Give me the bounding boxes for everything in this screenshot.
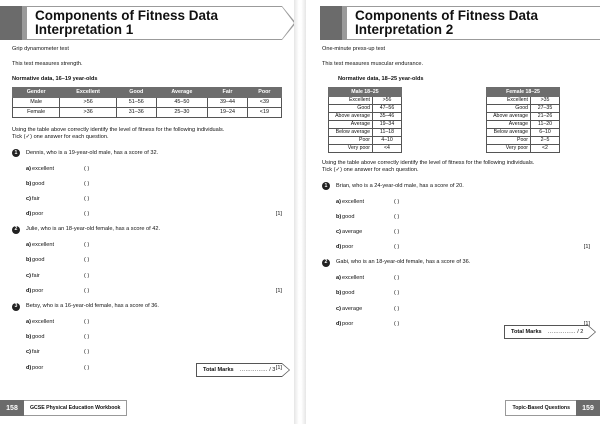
normative-tables bbox=[322, 87, 590, 153]
option-text: good bbox=[32, 180, 45, 187]
option-letter: c) bbox=[26, 349, 31, 356]
question-text: Dennis, who is a 19-year-old male, has a score of 32. bbox=[26, 149, 159, 156]
banner-stripe bbox=[320, 6, 342, 40]
question-text: Betsy, who is a 16-year-old female, has a score of 36. bbox=[26, 303, 159, 309]
option-text: excellent bbox=[342, 198, 365, 205]
option-letter: c) bbox=[336, 228, 341, 235]
option-text: poor bbox=[342, 320, 354, 327]
test-name: Grip dynamometer test bbox=[12, 46, 69, 52]
option-letter: d) bbox=[26, 211, 32, 218]
instruction-1: Using the table above correctly identify the level of fitness for the following individuals. bbox=[322, 160, 535, 166]
page-number: 158 bbox=[0, 400, 24, 416]
instruction-2: Tick (✓) one answer for each question. bbox=[12, 134, 109, 140]
option-letter: b) bbox=[26, 257, 32, 264]
option-text: good bbox=[342, 213, 355, 220]
total-marks-label: Total Marks bbox=[511, 329, 542, 335]
table-cell: 11–20 bbox=[531, 121, 560, 129]
question bbox=[12, 149, 282, 157]
total-marks-value: …………… / 3 bbox=[239, 367, 276, 373]
option-letter: a) bbox=[26, 165, 31, 172]
instruction-2: Tick (✓) one answer for each question. bbox=[322, 167, 419, 173]
title-line-1: Components of Fitness Data bbox=[355, 8, 539, 23]
table-cell: Female bbox=[13, 108, 60, 118]
table-cell: Above average bbox=[487, 113, 531, 121]
table-row bbox=[329, 113, 402, 121]
answer-option bbox=[322, 290, 590, 298]
table-row bbox=[487, 113, 560, 121]
page-title bbox=[35, 9, 282, 37]
table-cell: 19–34 bbox=[373, 121, 402, 129]
question-number: 1 bbox=[12, 149, 20, 157]
table-cell: 4–10 bbox=[373, 137, 402, 145]
test-measures: This test measures strength. bbox=[12, 61, 83, 67]
table-cell: Average bbox=[487, 121, 531, 129]
footer-text: Topic-Based Questions bbox=[505, 400, 576, 416]
table-cell: 45–50 bbox=[156, 98, 208, 108]
female-table-body bbox=[487, 97, 560, 153]
option-text: good bbox=[32, 334, 45, 341]
banner-stripe bbox=[0, 6, 22, 40]
tick-box[interactable]: ( ) bbox=[84, 211, 90, 218]
book-gutter bbox=[294, 0, 306, 424]
title-banner bbox=[0, 6, 282, 40]
footer-text: GCSE Physical Education Workbook bbox=[24, 400, 127, 416]
tick-box[interactable]: ( ) bbox=[84, 334, 90, 341]
marks-available: [1] bbox=[583, 244, 590, 251]
option-text: poor bbox=[32, 211, 44, 218]
table-cell: Poor bbox=[329, 137, 373, 145]
question bbox=[322, 182, 590, 190]
tick-box[interactable]: ( ) bbox=[394, 320, 400, 327]
table-cell: >35 bbox=[531, 97, 560, 105]
table-row bbox=[487, 137, 560, 145]
answer-option bbox=[322, 198, 590, 206]
test-name: One-minute press-up test bbox=[322, 46, 386, 52]
answer-option bbox=[12, 272, 282, 280]
table-cell: Average bbox=[329, 121, 373, 129]
question-text: Gabi, who is an 18-year-old female, has a score of 36. bbox=[336, 259, 471, 266]
column-header: Excellent bbox=[60, 88, 117, 98]
answer-option bbox=[12, 165, 282, 173]
table-cell: 27–35 bbox=[531, 105, 560, 113]
tick-box[interactable]: ( ) bbox=[84, 349, 90, 356]
page-content bbox=[322, 46, 590, 336]
option-letter: b) bbox=[26, 180, 32, 187]
table-row bbox=[329, 121, 402, 129]
title-box bbox=[26, 6, 282, 40]
male-table-body bbox=[329, 97, 402, 153]
option-text: poor bbox=[342, 244, 354, 251]
table-cell: 19–24 bbox=[208, 108, 248, 118]
tick-box[interactable]: ( ) bbox=[84, 180, 90, 187]
left-page bbox=[0, 0, 294, 424]
tick-box[interactable]: ( ) bbox=[84, 257, 90, 264]
table-row bbox=[329, 97, 402, 105]
marks-available: [1] bbox=[275, 211, 282, 218]
table-cell: 2–5 bbox=[531, 137, 560, 145]
option-letter: c) bbox=[26, 272, 31, 279]
female-table-header: Female 18–25 bbox=[487, 88, 560, 97]
tick-box[interactable]: ( ) bbox=[394, 228, 400, 235]
table-cell: <4 bbox=[373, 145, 402, 153]
question-number: 1 bbox=[322, 182, 330, 190]
tick-box[interactable]: ( ) bbox=[84, 287, 90, 294]
page-content bbox=[12, 46, 282, 379]
title-line-1: Components of Fitness Data bbox=[35, 8, 219, 23]
answer-option bbox=[322, 213, 590, 221]
table-row bbox=[13, 98, 282, 108]
answer-option bbox=[322, 228, 590, 236]
tick-box[interactable]: ( ) bbox=[394, 305, 400, 312]
table-cell: Below average bbox=[487, 129, 531, 137]
column-header: Good bbox=[117, 88, 157, 98]
table-cell: Very poor bbox=[487, 145, 531, 153]
tick-box[interactable]: ( ) bbox=[394, 198, 400, 205]
table-cell: >56 bbox=[60, 98, 117, 108]
option-letter: d) bbox=[336, 244, 342, 251]
column-header: Fair bbox=[208, 88, 248, 98]
page-title bbox=[355, 9, 600, 37]
option-text: poor bbox=[32, 287, 44, 294]
question bbox=[12, 303, 282, 311]
answer-option bbox=[12, 334, 282, 342]
norm-heading: Normative data, 16–19 year-olds bbox=[12, 76, 98, 82]
table-cell: Poor bbox=[487, 137, 531, 145]
option-text: average bbox=[342, 305, 363, 312]
question-number: 2 bbox=[322, 259, 330, 267]
answer-option bbox=[12, 211, 282, 219]
marks-available: [1] bbox=[275, 364, 282, 371]
table-cell: 25–30 bbox=[156, 108, 208, 118]
table-cell: 39–44 bbox=[208, 98, 248, 108]
answer-option bbox=[322, 275, 590, 283]
answer-option bbox=[12, 195, 282, 203]
answer-option bbox=[322, 244, 590, 252]
table-cell: 11–18 bbox=[373, 129, 402, 137]
tick-box[interactable]: ( ) bbox=[394, 244, 400, 251]
norm-heading: Normative data, 18–25 year-olds bbox=[338, 76, 424, 82]
table-cell: 51–56 bbox=[117, 98, 157, 108]
test-measures: This test measures muscular endurance. bbox=[322, 61, 424, 67]
option-letter: d) bbox=[26, 364, 32, 371]
questions-list bbox=[322, 182, 590, 328]
page-footer bbox=[0, 400, 128, 416]
option-text: good bbox=[32, 257, 45, 264]
table-cell: 21–26 bbox=[531, 113, 560, 121]
question bbox=[12, 226, 282, 234]
column-header: Average bbox=[156, 88, 208, 98]
total-marks-box bbox=[504, 325, 588, 339]
option-letter: a) bbox=[26, 242, 31, 249]
table-row bbox=[487, 145, 560, 153]
option-letter: a) bbox=[26, 319, 31, 325]
table-cell: Good bbox=[487, 105, 531, 113]
marks-available: [1] bbox=[583, 320, 590, 327]
table-cell: 35–46 bbox=[373, 113, 402, 121]
table-cell: Good bbox=[329, 105, 373, 113]
normative-table bbox=[12, 87, 282, 118]
page-number: 159 bbox=[576, 400, 600, 416]
question bbox=[322, 259, 590, 267]
total-marks-box bbox=[196, 363, 282, 377]
table-cell: >36 bbox=[60, 108, 117, 118]
table-cell: Excellent bbox=[487, 97, 531, 105]
answer-option bbox=[12, 257, 282, 265]
question-number: 3 bbox=[12, 303, 20, 311]
option-text: good bbox=[342, 290, 355, 297]
option-letter: d) bbox=[26, 287, 32, 294]
table-header-row bbox=[13, 88, 282, 98]
table-cell: Excellent bbox=[329, 97, 373, 105]
total-marks-label: Total Marks bbox=[203, 367, 234, 373]
table-cell: 6–10 bbox=[531, 129, 560, 137]
table-row bbox=[487, 105, 560, 113]
option-letter: a) bbox=[336, 198, 341, 205]
tick-box[interactable]: ( ) bbox=[394, 213, 400, 220]
table-cell: >56 bbox=[373, 97, 402, 105]
table-cell: 31–36 bbox=[117, 108, 157, 118]
male-table-header: Male 18–25 bbox=[329, 88, 402, 97]
table-row bbox=[487, 129, 560, 137]
tick-box[interactable]: ( ) bbox=[84, 319, 90, 325]
question-text: Julie, who is an 18-year-old female, has a score of 42. bbox=[26, 226, 161, 233]
table-row bbox=[487, 97, 560, 105]
page-footer bbox=[492, 400, 600, 416]
option-text: fair bbox=[32, 272, 40, 279]
title-line-2: Interpretation 2 bbox=[355, 22, 454, 37]
option-letter: b) bbox=[26, 334, 32, 341]
tick-box[interactable]: ( ) bbox=[84, 242, 90, 249]
tick-box[interactable]: ( ) bbox=[84, 165, 90, 172]
question-text: Brian, who is a 24-year-old male, has a score of 20. bbox=[336, 182, 464, 189]
column-header: Gender bbox=[13, 88, 60, 98]
option-letter: b) bbox=[336, 290, 342, 297]
title-banner bbox=[320, 6, 600, 40]
answer-option bbox=[12, 242, 282, 250]
table-row bbox=[329, 129, 402, 137]
table-row bbox=[487, 121, 560, 129]
male-norm-table bbox=[328, 87, 402, 153]
column-header: Poor bbox=[247, 88, 281, 98]
table-cell: Male bbox=[13, 98, 60, 108]
table-cell: Very poor bbox=[329, 145, 373, 153]
answer-option bbox=[322, 305, 590, 313]
answer-option bbox=[12, 349, 282, 357]
option-letter: c) bbox=[26, 195, 31, 202]
table-cell: <39 bbox=[247, 98, 281, 108]
answer-option bbox=[12, 287, 282, 295]
option-text: excellent bbox=[32, 165, 55, 172]
table-cell: Below average bbox=[329, 129, 373, 137]
table-cell: <19 bbox=[247, 108, 281, 118]
table-cell: 47–56 bbox=[373, 105, 402, 113]
tick-box[interactable]: ( ) bbox=[84, 272, 90, 279]
question-number: 2 bbox=[12, 226, 20, 234]
option-text: excellent bbox=[32, 242, 55, 249]
title-line-2: Interpretation 1 bbox=[35, 22, 134, 37]
option-text: average bbox=[342, 228, 363, 235]
option-text: fair bbox=[32, 349, 40, 356]
table-cell: Above average bbox=[329, 113, 373, 121]
table-row bbox=[13, 108, 282, 118]
answer-option bbox=[12, 180, 282, 188]
option-letter: c) bbox=[336, 305, 341, 312]
table-row bbox=[329, 137, 402, 145]
tick-box[interactable]: ( ) bbox=[84, 364, 90, 371]
tick-box[interactable]: ( ) bbox=[394, 290, 400, 297]
marks-available: [1] bbox=[275, 287, 282, 294]
option-letter: d) bbox=[336, 320, 342, 327]
table-body bbox=[13, 98, 282, 118]
option-text: excellent bbox=[32, 319, 55, 325]
answer-option bbox=[12, 319, 282, 327]
title-box bbox=[346, 6, 600, 40]
option-text: poor bbox=[32, 364, 44, 371]
option-text: fair bbox=[32, 195, 40, 202]
female-norm-table bbox=[486, 87, 560, 153]
option-letter: a) bbox=[336, 275, 341, 282]
right-page bbox=[306, 0, 600, 424]
option-letter: b) bbox=[336, 213, 342, 220]
tick-box[interactable]: ( ) bbox=[394, 275, 400, 282]
questions-list bbox=[12, 149, 282, 372]
table-cell: <2 bbox=[531, 145, 560, 153]
option-text: excellent bbox=[342, 275, 365, 282]
table-row bbox=[329, 105, 402, 113]
tick-box[interactable]: ( ) bbox=[84, 195, 90, 202]
total-marks-value: …………… / 2 bbox=[547, 329, 584, 335]
instruction-1: Using the table above correctly identify the level of fitness for the following individuals. bbox=[12, 127, 225, 133]
table-row bbox=[329, 145, 402, 153]
